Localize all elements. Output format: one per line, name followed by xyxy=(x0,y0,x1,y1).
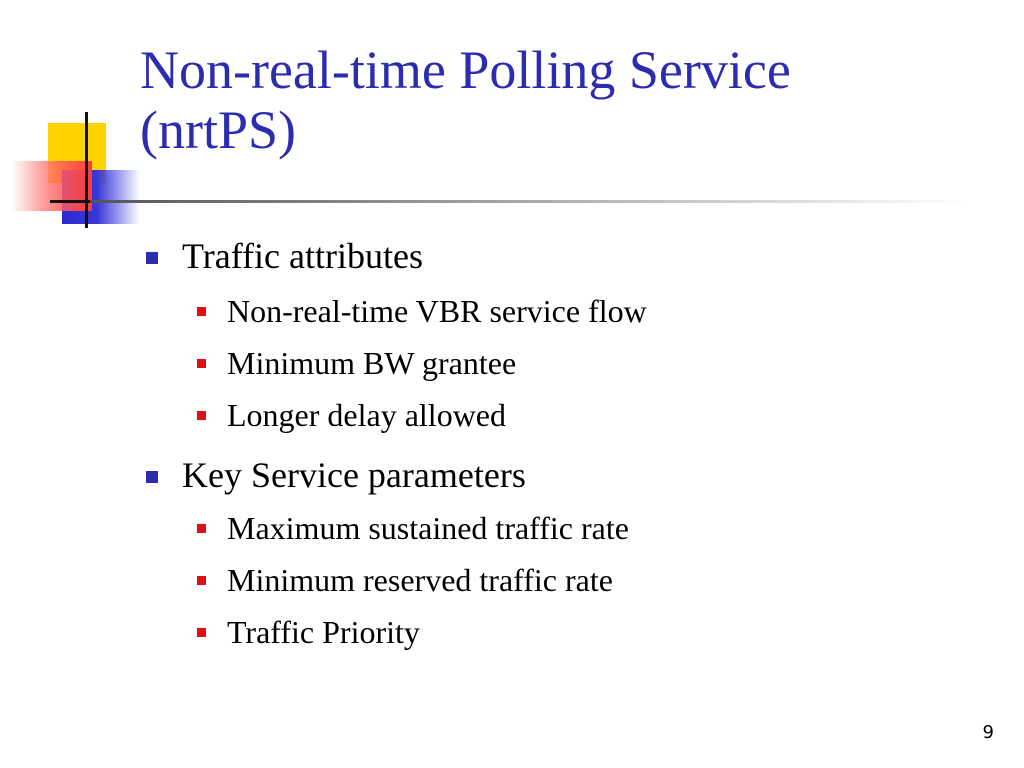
bullet-text: Traffic attributes xyxy=(182,236,423,276)
sub-bullet-text: Longer delay allowed xyxy=(227,397,506,433)
sub-bullet-text: Maximum sustained traffic rate xyxy=(227,510,629,546)
bullet-text: Key Service parameters xyxy=(182,455,526,495)
title-line-2: (nrtPS) xyxy=(140,100,297,160)
small-square-bullet-icon xyxy=(197,359,206,368)
sub-bullet-longer-delay xyxy=(227,397,506,433)
sub-bullet-max-sustained-rate xyxy=(227,510,629,546)
square-bullet-icon xyxy=(146,471,158,483)
sub-bullet-text: Minimum BW grantee xyxy=(227,345,517,381)
small-square-bullet-icon xyxy=(197,411,206,420)
small-square-bullet-icon xyxy=(197,628,206,637)
bullet-traffic-attributes xyxy=(182,236,423,276)
square-bullet-icon xyxy=(146,252,158,264)
sub-bullet-min-reserved-rate xyxy=(227,562,613,598)
sub-bullet-minimum-bw xyxy=(227,345,516,381)
sub-bullet-traffic-priority xyxy=(227,614,420,650)
title-line-1: Non-real-time Polling Service xyxy=(140,40,791,100)
sub-bullet-text: Minimum reserved traffic rate xyxy=(227,562,613,598)
page-number: 9 xyxy=(982,722,994,743)
small-square-bullet-icon xyxy=(197,307,206,316)
sub-bullet-text: Traffic Priority xyxy=(227,614,420,650)
small-square-bullet-icon xyxy=(197,524,206,533)
sub-bullet-vbr-service-flow xyxy=(227,293,647,329)
sub-bullet-text: Non-real-time VBR service flow xyxy=(227,293,647,329)
small-square-bullet-icon xyxy=(197,576,206,585)
bullet-key-service-parameters xyxy=(182,455,526,495)
